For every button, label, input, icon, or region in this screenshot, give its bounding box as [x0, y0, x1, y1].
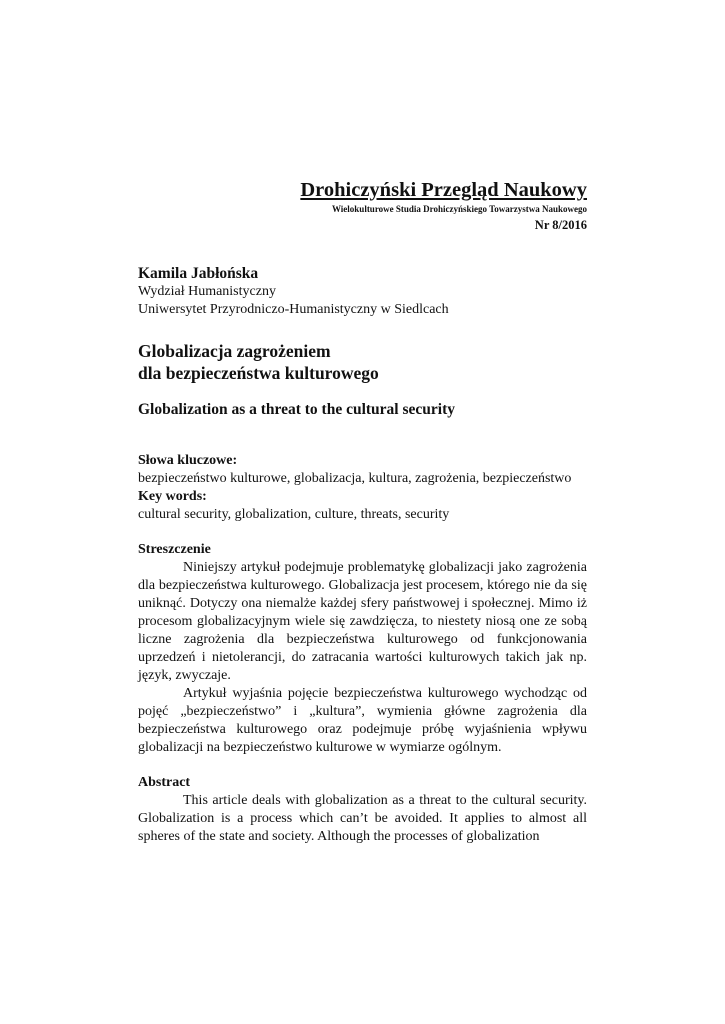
article-title-pl-line2: dla bezpieczeństwa kulturowego	[138, 363, 379, 383]
abstract-label: Abstract	[138, 775, 191, 790]
streszczenie-label: Streszczenie	[138, 542, 211, 557]
journal-subtitle: Wielokulturowe Studia Drohiczyńskiego Towarzystwa Naukowego	[331, 204, 587, 214]
author-name: Kamila Jabłońska	[138, 265, 259, 282]
keywords-en-text: cultural security, globalization, culture, threats, security	[138, 507, 450, 522]
article-title-pl-line1: Globalizacja zagrożeniem	[138, 341, 331, 361]
author-university: Uniwersytet Przyrodniczo-Humanistyczny w Siedlcach	[138, 302, 449, 317]
streszczenie-paragraph-2: Artykuł wyjaśnia pojęcie bezpieczeństwa kulturowego wychodząc od pojęć „bezpieczeństwo” i „kultura”, wymienia główne zagrożenia dla bezpieczeństwa kulturowego oraz podejmuje próbę wyjaśnienia wpływu globalizacji na bezpieczeństwo kulturowe w wymiarze ogólnym.	[138, 686, 587, 755]
article-title-en: Globalization as a threat to the cultural security	[138, 401, 456, 418]
article-body	[138, 264, 587, 846]
issue-number: Nr 8/2016	[534, 218, 587, 232]
abstract-section	[138, 774, 587, 846]
streszczenie-section	[138, 541, 587, 757]
article-title-pl	[138, 340, 587, 384]
streszczenie-paragraph-1: Niniejszy artykuł podejmuje problematykę globalizacji jako zagrożenia dla bezpieczeństwa kulturowego. Globalizacja jest procesem, którego nie da się uniknąć. Dotyczy ona niemalże każdej sfery państwowej i społecznej. Mimo iż procesom globalizacyjnym wiele się zawdzięcza, to niestety niosą one ze sobą liczne zagrożenia dla bezpieczeństwa kulturowego od funkcjonowania uprzedzeń i nietolerancji, do zatracania wartości kulturowych takich jak np. język, zwyczaje.	[138, 560, 587, 683]
keywords-en-label: Key words:	[138, 489, 207, 504]
keywords-pl-text: bezpieczeństwo kulturowe, globalizacja, kultura, zagrożenia, bezpieczeństwo	[138, 471, 572, 486]
journal-title: Drohiczyński Przegląd Naukowy	[300, 179, 587, 201]
keywords-section	[138, 452, 587, 524]
journal-header	[138, 178, 587, 234]
author-department: Wydział Humanistyczny	[138, 284, 276, 299]
keywords-pl-label: Słowa kluczowe:	[138, 453, 238, 468]
abstract-paragraph-1: This article deals with globalization as a threat to the cultural security. Globalization is a process which can’t be avoided. It applies to almost all spheres of the state and society. Although the processes of globalization	[138, 793, 587, 844]
